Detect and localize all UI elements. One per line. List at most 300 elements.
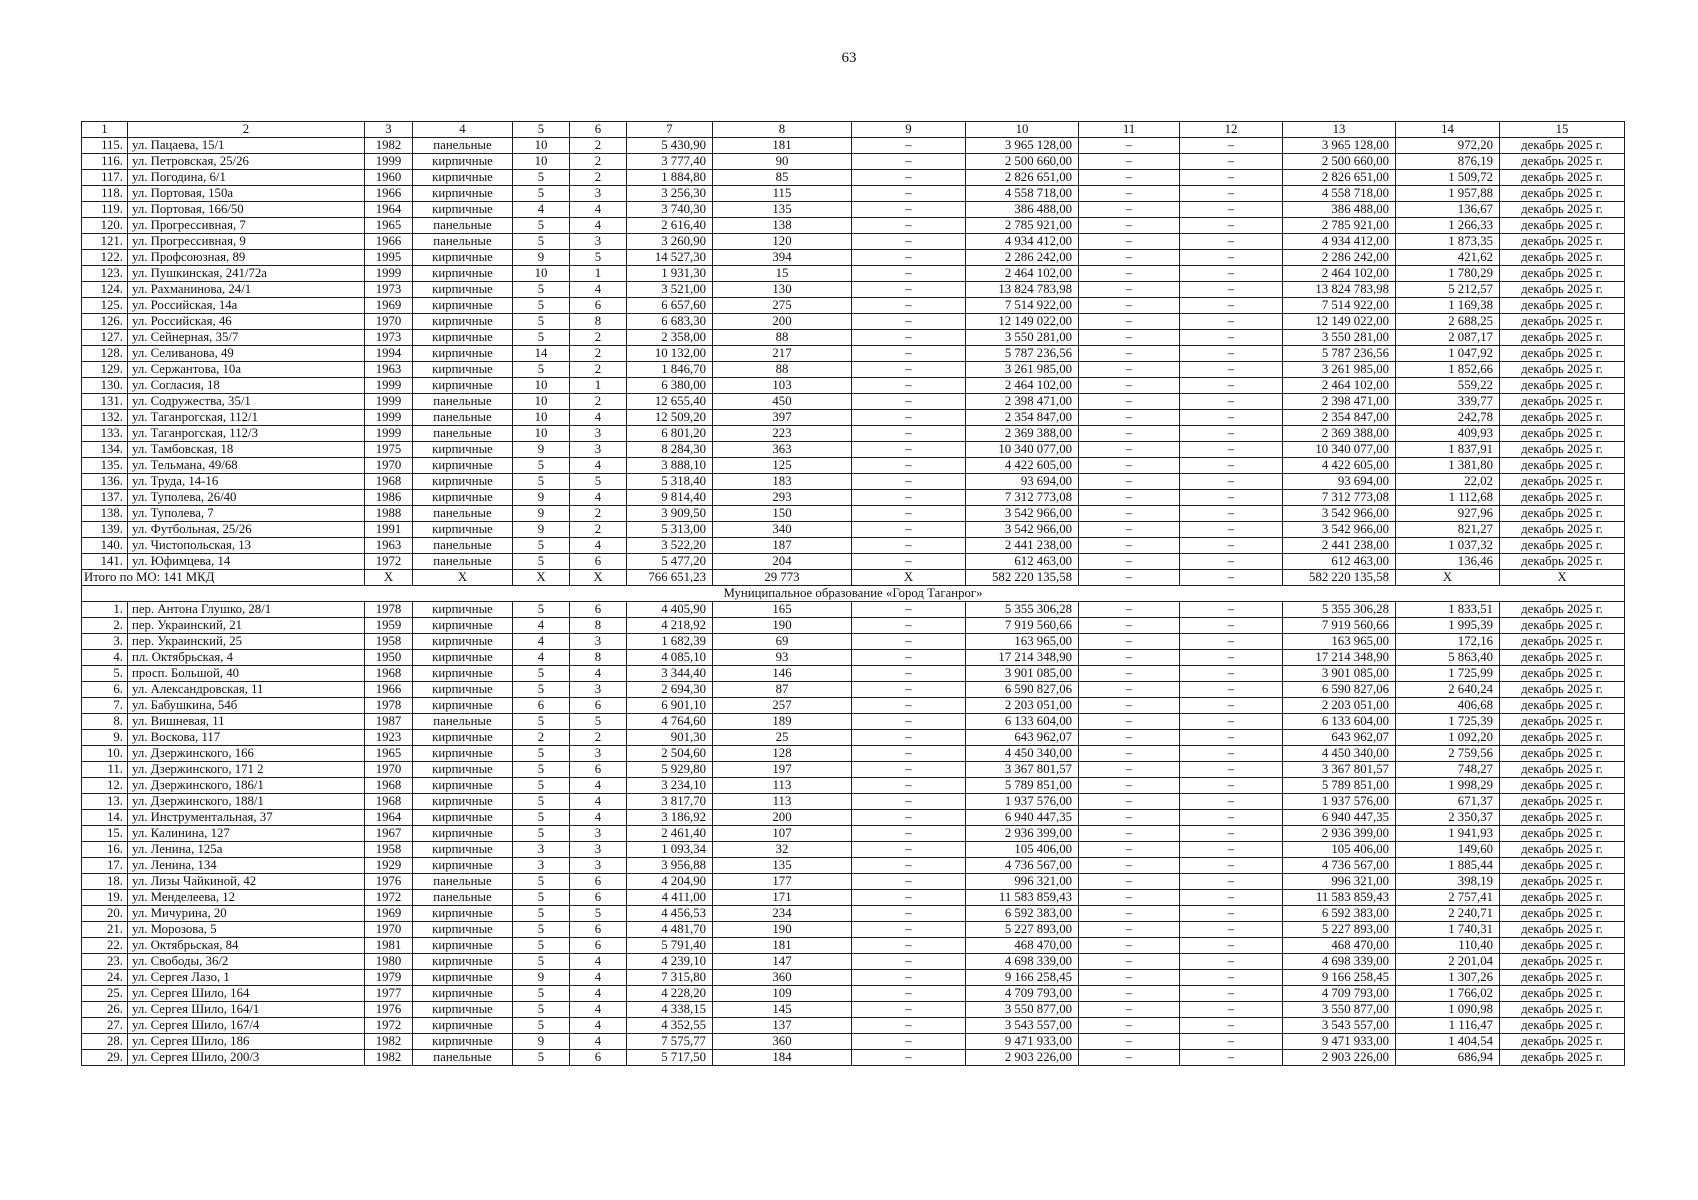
- total-cost-cell: 2 785 921,00: [966, 218, 1079, 234]
- col-11-cell: –: [1079, 666, 1180, 682]
- col-9-cell: –: [852, 170, 966, 186]
- total-cell: X: [852, 570, 966, 586]
- col-9-cell: –: [852, 746, 966, 762]
- column-header-7: 7: [627, 122, 713, 138]
- col-9-cell: –: [852, 666, 966, 682]
- address-cell: ул. Сергея Шило, 167/4: [128, 1018, 365, 1034]
- regional-cost-cell: 2 354 847,00: [1283, 410, 1396, 426]
- table-row: [82, 602, 1625, 618]
- total-cost-cell: 9 471 933,00: [966, 1034, 1079, 1050]
- table-row: [82, 714, 1625, 730]
- col-12-cell: –: [1180, 378, 1283, 394]
- deadline-cell: декабрь 2025 г.: [1500, 842, 1625, 858]
- address-cell: ул. Сергея Шило, 164/1: [128, 1002, 365, 1018]
- entrances-cell: 8: [570, 314, 627, 330]
- unit-cost-cell: 398,19: [1396, 874, 1500, 890]
- table-body: [82, 122, 1625, 1066]
- regional-cost-cell: 163 965,00: [1283, 634, 1396, 650]
- residents-cell: 137: [713, 1018, 852, 1034]
- column-header-1: 1: [82, 122, 128, 138]
- floors-cell: 9: [513, 970, 570, 986]
- area-cell: 2 504,60: [627, 746, 713, 762]
- area-cell: 4 218,92: [627, 618, 713, 634]
- address-cell: ул. Российская, 14а: [128, 298, 365, 314]
- year-built-cell: 1969: [365, 906, 413, 922]
- entrances-cell: 3: [570, 826, 627, 842]
- total-cell: 29 773: [713, 570, 852, 586]
- total-cost-cell: 93 694,00: [966, 474, 1079, 490]
- area-cell: 3 186,92: [627, 810, 713, 826]
- regional-cost-cell: 2 936 399,00: [1283, 826, 1396, 842]
- row-number-cell: 126.: [82, 314, 128, 330]
- col-11-cell: –: [1079, 154, 1180, 170]
- deadline-cell: декабрь 2025 г.: [1500, 922, 1625, 938]
- wall-material-cell: кирпичные: [413, 314, 513, 330]
- col-11-cell: –: [1079, 186, 1180, 202]
- area-cell: 2 616,40: [627, 218, 713, 234]
- table-row: [82, 746, 1625, 762]
- residents-cell: 360: [713, 1034, 852, 1050]
- total-cost-cell: 1 937 576,00: [966, 794, 1079, 810]
- year-built-cell: 1973: [365, 282, 413, 298]
- table-row: [82, 506, 1625, 522]
- entrances-cell: 3: [570, 634, 627, 650]
- regional-cost-cell: 2 286 242,00: [1283, 250, 1396, 266]
- col-12-cell: –: [1180, 538, 1283, 554]
- area-cell: 3 234,10: [627, 778, 713, 794]
- row-number-cell: 14.: [82, 810, 128, 826]
- table-row: [82, 298, 1625, 314]
- regional-cost-cell: 386 488,00: [1283, 202, 1396, 218]
- col-11-cell: –: [1079, 826, 1180, 842]
- wall-material-cell: кирпичные: [413, 762, 513, 778]
- residents-cell: 340: [713, 522, 852, 538]
- unit-cost-cell: 2 201,04: [1396, 954, 1500, 970]
- residents-cell: 190: [713, 618, 852, 634]
- col-11-cell: –: [1079, 746, 1180, 762]
- col-11-cell: –: [1079, 298, 1180, 314]
- col-12-cell: –: [1180, 954, 1283, 970]
- regional-cost-cell: 4 709 793,00: [1283, 986, 1396, 1002]
- floors-cell: 9: [513, 490, 570, 506]
- area-cell: 5 791,40: [627, 938, 713, 954]
- table-row: [82, 218, 1625, 234]
- col-11-cell: –: [1079, 730, 1180, 746]
- deadline-cell: декабрь 2025 г.: [1500, 634, 1625, 650]
- total-cost-cell: 2 441 238,00: [966, 538, 1079, 554]
- year-built-cell: 1999: [365, 410, 413, 426]
- row-number-cell: 121.: [82, 234, 128, 250]
- floors-cell: 5: [513, 538, 570, 554]
- entrances-cell: 4: [570, 282, 627, 298]
- address-cell: ул. Тамбовская, 18: [128, 442, 365, 458]
- floors-cell: 5: [513, 602, 570, 618]
- col-12-cell: –: [1180, 778, 1283, 794]
- entrances-cell: 4: [570, 538, 627, 554]
- total-cost-cell: 2 203 051,00: [966, 698, 1079, 714]
- total-cost-cell: 3 542 966,00: [966, 506, 1079, 522]
- deadline-cell: декабрь 2025 г.: [1500, 202, 1625, 218]
- total-cost-cell: 3 550 281,00: [966, 330, 1079, 346]
- wall-material-cell: кирпичные: [413, 682, 513, 698]
- total-cost-cell: 4 736 567,00: [966, 858, 1079, 874]
- deadline-cell: декабрь 2025 г.: [1500, 954, 1625, 970]
- deadline-cell: декабрь 2025 г.: [1500, 554, 1625, 570]
- col-9-cell: –: [852, 410, 966, 426]
- deadline-cell: декабрь 2025 г.: [1500, 970, 1625, 986]
- wall-material-cell: кирпичные: [413, 922, 513, 938]
- address-cell: ул. Таганрогская, 112/1: [128, 410, 365, 426]
- col-9-cell: –: [852, 954, 966, 970]
- col-9-cell: –: [852, 1050, 966, 1066]
- year-built-cell: 1958: [365, 842, 413, 858]
- total-cost-cell: 163 965,00: [966, 634, 1079, 650]
- residents-cell: 217: [713, 346, 852, 362]
- col-12-cell: –: [1180, 698, 1283, 714]
- row-number-cell: 28.: [82, 1034, 128, 1050]
- deadline-cell: декабрь 2025 г.: [1500, 810, 1625, 826]
- col-12-cell: –: [1180, 890, 1283, 906]
- entrances-cell: 8: [570, 650, 627, 666]
- col-12-cell: –: [1180, 922, 1283, 938]
- wall-material-cell: кирпичные: [413, 1002, 513, 1018]
- wall-material-cell: панельные: [413, 218, 513, 234]
- row-number-cell: 15.: [82, 826, 128, 842]
- col-12-cell: –: [1180, 282, 1283, 298]
- row-number-cell: 27.: [82, 1018, 128, 1034]
- residents-cell: 113: [713, 794, 852, 810]
- deadline-cell: декабрь 2025 г.: [1500, 938, 1625, 954]
- address-cell: ул. Туполева, 7: [128, 506, 365, 522]
- address-cell: просп. Большой, 40: [128, 666, 365, 682]
- residents-cell: 177: [713, 874, 852, 890]
- area-cell: 7 575,77: [627, 1034, 713, 1050]
- col-12-cell: –: [1180, 426, 1283, 442]
- regional-cost-cell: 11 583 859,43: [1283, 890, 1396, 906]
- row-number-cell: 119.: [82, 202, 128, 218]
- column-header-10: 10: [966, 122, 1079, 138]
- total-cell: X: [570, 570, 627, 586]
- area-cell: 3 521,00: [627, 282, 713, 298]
- area-cell: 3 956,88: [627, 858, 713, 874]
- regional-cost-cell: 9 471 933,00: [1283, 1034, 1396, 1050]
- residents-cell: 85: [713, 170, 852, 186]
- year-built-cell: 1968: [365, 666, 413, 682]
- table-row: [82, 346, 1625, 362]
- regional-cost-cell: 2 826 651,00: [1283, 170, 1396, 186]
- wall-material-cell: кирпичные: [413, 746, 513, 762]
- col-11-cell: –: [1079, 970, 1180, 986]
- wall-material-cell: кирпичные: [413, 794, 513, 810]
- section-title: Муниципальное образование «Город Таганрог»: [82, 586, 1625, 602]
- area-cell: 4 338,15: [627, 1002, 713, 1018]
- col-11-cell: –: [1079, 602, 1180, 618]
- table-row: [82, 1002, 1625, 1018]
- col-9-cell: –: [852, 138, 966, 154]
- area-cell: 5 318,40: [627, 474, 713, 490]
- year-built-cell: 1994: [365, 346, 413, 362]
- total-cost-cell: 4 450 340,00: [966, 746, 1079, 762]
- area-cell: 3 256,30: [627, 186, 713, 202]
- address-cell: ул. Таганрогская, 112/3: [128, 426, 365, 442]
- regional-cost-cell: 2 464 102,00: [1283, 378, 1396, 394]
- column-header-15: 15: [1500, 122, 1625, 138]
- residents-cell: 93: [713, 650, 852, 666]
- row-number-cell: 140.: [82, 538, 128, 554]
- deadline-cell: декабрь 2025 г.: [1500, 170, 1625, 186]
- col-11-cell: –: [1079, 890, 1180, 906]
- year-built-cell: 1960: [365, 170, 413, 186]
- address-cell: ул. Дзержинского, 166: [128, 746, 365, 762]
- col-12-cell: –: [1180, 874, 1283, 890]
- unit-cost-cell: 136,67: [1396, 202, 1500, 218]
- total-cost-cell: 6 590 827,06: [966, 682, 1079, 698]
- wall-material-cell: кирпичные: [413, 730, 513, 746]
- floors-cell: 6: [513, 698, 570, 714]
- wall-material-cell: кирпичные: [413, 490, 513, 506]
- deadline-cell: декабрь 2025 г.: [1500, 1034, 1625, 1050]
- residents-cell: 109: [713, 986, 852, 1002]
- col-9-cell: –: [852, 602, 966, 618]
- residents-cell: 200: [713, 314, 852, 330]
- col-12-cell: –: [1180, 826, 1283, 842]
- floors-cell: 3: [513, 842, 570, 858]
- total-cost-cell: 13 824 783,98: [966, 282, 1079, 298]
- floors-cell: 5: [513, 474, 570, 490]
- floors-cell: 5: [513, 1002, 570, 1018]
- col-12-cell: –: [1180, 746, 1283, 762]
- address-cell: ул. Ленина, 134: [128, 858, 365, 874]
- deadline-cell: декабрь 2025 г.: [1500, 490, 1625, 506]
- wall-material-cell: кирпичные: [413, 858, 513, 874]
- wall-material-cell: кирпичные: [413, 970, 513, 986]
- floors-cell: 10: [513, 394, 570, 410]
- col-11-cell: –: [1079, 362, 1180, 378]
- floors-cell: 10: [513, 410, 570, 426]
- col-9-cell: –: [852, 250, 966, 266]
- table-row: [82, 250, 1625, 266]
- table-row: [82, 522, 1625, 538]
- unit-cost-cell: 172,16: [1396, 634, 1500, 650]
- floors-cell: 5: [513, 458, 570, 474]
- col-12-cell: –: [1180, 938, 1283, 954]
- column-header-2: 2: [128, 122, 365, 138]
- year-built-cell: 1988: [365, 506, 413, 522]
- residents-cell: 128: [713, 746, 852, 762]
- column-header-14: 14: [1396, 122, 1500, 138]
- total-cost-cell: 5 787 236,56: [966, 346, 1079, 362]
- wall-material-cell: панельные: [413, 410, 513, 426]
- unit-cost-cell: 2 688,25: [1396, 314, 1500, 330]
- total-cost-cell: 9 166 258,45: [966, 970, 1079, 986]
- table-row: [82, 170, 1625, 186]
- floors-cell: 5: [513, 314, 570, 330]
- unit-cost-cell: 972,20: [1396, 138, 1500, 154]
- row-number-cell: 116.: [82, 154, 128, 170]
- wall-material-cell: кирпичные: [413, 330, 513, 346]
- residents-cell: 135: [713, 202, 852, 218]
- deadline-cell: декабрь 2025 г.: [1500, 522, 1625, 538]
- residents-cell: 190: [713, 922, 852, 938]
- unit-cost-cell: 1 509,72: [1396, 170, 1500, 186]
- year-built-cell: 1963: [365, 362, 413, 378]
- total-cost-cell: 17 214 348,90: [966, 650, 1079, 666]
- unit-cost-cell: 876,19: [1396, 154, 1500, 170]
- col-9-cell: –: [852, 1018, 966, 1034]
- row-number-cell: 29.: [82, 1050, 128, 1066]
- table-row: [82, 138, 1625, 154]
- entrances-cell: 2: [570, 138, 627, 154]
- col-11-cell: –: [1079, 458, 1180, 474]
- entrances-cell: 2: [570, 154, 627, 170]
- wall-material-cell: кирпичные: [413, 298, 513, 314]
- residents-cell: 135: [713, 858, 852, 874]
- entrances-cell: 2: [570, 506, 627, 522]
- year-built-cell: 1982: [365, 1034, 413, 1050]
- col-9-cell: –: [852, 858, 966, 874]
- address-cell: ул. Рахманинова, 24/1: [128, 282, 365, 298]
- floors-cell: 5: [513, 778, 570, 794]
- total-cell: X: [365, 570, 413, 586]
- total-cost-cell: 386 488,00: [966, 202, 1079, 218]
- area-cell: 2 694,30: [627, 682, 713, 698]
- unit-cost-cell: 22,02: [1396, 474, 1500, 490]
- row-number-cell: 5.: [82, 666, 128, 682]
- unit-cost-cell: 1 740,31: [1396, 922, 1500, 938]
- area-cell: 2 461,40: [627, 826, 713, 842]
- wall-material-cell: панельные: [413, 1050, 513, 1066]
- area-cell: 4 239,10: [627, 954, 713, 970]
- regional-cost-cell: 2 369 388,00: [1283, 426, 1396, 442]
- col-12-cell: –: [1180, 1018, 1283, 1034]
- area-cell: 4 405,90: [627, 602, 713, 618]
- entrances-cell: 3: [570, 842, 627, 858]
- col-12-cell: –: [1180, 714, 1283, 730]
- col-11-cell: –: [1079, 234, 1180, 250]
- col-12-cell: –: [1180, 970, 1283, 986]
- deadline-cell: декабрь 2025 г.: [1500, 458, 1625, 474]
- col-11-cell: –: [1079, 986, 1180, 1002]
- year-built-cell: 1965: [365, 746, 413, 762]
- deadline-cell: декабрь 2025 г.: [1500, 666, 1625, 682]
- regional-cost-cell: 2 441 238,00: [1283, 538, 1396, 554]
- residents-cell: 181: [713, 938, 852, 954]
- table-row: [82, 426, 1625, 442]
- wall-material-cell: панельные: [413, 890, 513, 906]
- deadline-cell: декабрь 2025 г.: [1500, 394, 1625, 410]
- row-number-cell: 3.: [82, 634, 128, 650]
- col-11-cell: –: [1079, 794, 1180, 810]
- wall-material-cell: кирпичные: [413, 618, 513, 634]
- unit-cost-cell: 1 404,54: [1396, 1034, 1500, 1050]
- total-cost-cell: 468 470,00: [966, 938, 1079, 954]
- floors-cell: 2: [513, 730, 570, 746]
- deadline-cell: декабрь 2025 г.: [1500, 682, 1625, 698]
- residents-cell: 103: [713, 378, 852, 394]
- area-cell: 8 284,30: [627, 442, 713, 458]
- year-built-cell: 1978: [365, 602, 413, 618]
- section-row: [82, 586, 1625, 602]
- floors-cell: 9: [513, 250, 570, 266]
- area-cell: 6 683,30: [627, 314, 713, 330]
- table-row: [82, 922, 1625, 938]
- deadline-cell: декабрь 2025 г.: [1500, 602, 1625, 618]
- col-12-cell: –: [1180, 730, 1283, 746]
- year-built-cell: 1970: [365, 922, 413, 938]
- year-built-cell: 1967: [365, 826, 413, 842]
- year-built-cell: 1968: [365, 778, 413, 794]
- unit-cost-cell: 1 116,47: [1396, 1018, 1500, 1034]
- total-cell: 582 220 135,58: [1283, 570, 1396, 586]
- col-11-cell: –: [1079, 346, 1180, 362]
- column-header-13: 13: [1283, 122, 1396, 138]
- col-12-cell: –: [1180, 762, 1283, 778]
- col-11-cell: –: [1079, 714, 1180, 730]
- regional-cost-cell: 3 261 985,00: [1283, 362, 1396, 378]
- col-12-cell: –: [1180, 170, 1283, 186]
- col-12-cell: –: [1180, 858, 1283, 874]
- address-cell: ул. Чистопольская, 13: [128, 538, 365, 554]
- year-built-cell: 1980: [365, 954, 413, 970]
- floors-cell: 5: [513, 890, 570, 906]
- unit-cost-cell: 821,27: [1396, 522, 1500, 538]
- floors-cell: 5: [513, 298, 570, 314]
- col-12-cell: –: [1180, 346, 1283, 362]
- area-cell: 6 380,00: [627, 378, 713, 394]
- table-row: [82, 1034, 1625, 1050]
- total-cost-cell: 7 514 922,00: [966, 298, 1079, 314]
- total-cell: X: [1500, 570, 1625, 586]
- entrances-cell: 6: [570, 1050, 627, 1066]
- housing-table-container: [81, 121, 1624, 1066]
- unit-cost-cell: 1 112,68: [1396, 490, 1500, 506]
- year-built-cell: 1999: [365, 426, 413, 442]
- col-9-cell: –: [852, 234, 966, 250]
- unit-cost-cell: 110,40: [1396, 938, 1500, 954]
- col-9-cell: –: [852, 538, 966, 554]
- row-number-cell: 117.: [82, 170, 128, 186]
- entrances-cell: 6: [570, 298, 627, 314]
- row-number-cell: 115.: [82, 138, 128, 154]
- year-built-cell: 1975: [365, 442, 413, 458]
- floors-cell: 5: [513, 682, 570, 698]
- row-number-cell: 125.: [82, 298, 128, 314]
- residents-cell: 223: [713, 426, 852, 442]
- table-row: [82, 410, 1625, 426]
- deadline-cell: декабрь 2025 г.: [1500, 410, 1625, 426]
- year-built-cell: 1987: [365, 714, 413, 730]
- wall-material-cell: панельные: [413, 138, 513, 154]
- row-number-cell: 122.: [82, 250, 128, 266]
- unit-cost-cell: 406,68: [1396, 698, 1500, 714]
- col-9-cell: –: [852, 186, 966, 202]
- wall-material-cell: кирпичные: [413, 938, 513, 954]
- total-cost-cell: 2 826 651,00: [966, 170, 1079, 186]
- col-11-cell: –: [1079, 202, 1180, 218]
- address-cell: ул. Менделеева, 12: [128, 890, 365, 906]
- total-cost-cell: 10 340 077,00: [966, 442, 1079, 458]
- row-number-cell: 4.: [82, 650, 128, 666]
- col-11-cell: –: [1079, 474, 1180, 490]
- unit-cost-cell: 1 941,93: [1396, 826, 1500, 842]
- area-cell: 3 909,50: [627, 506, 713, 522]
- col-11-cell: –: [1079, 778, 1180, 794]
- total-cost-cell: 6 592 383,00: [966, 906, 1079, 922]
- col-11-cell: –: [1079, 1034, 1180, 1050]
- row-number-cell: 8.: [82, 714, 128, 730]
- regional-cost-cell: 7 312 773,08: [1283, 490, 1396, 506]
- col-12-cell: –: [1180, 442, 1283, 458]
